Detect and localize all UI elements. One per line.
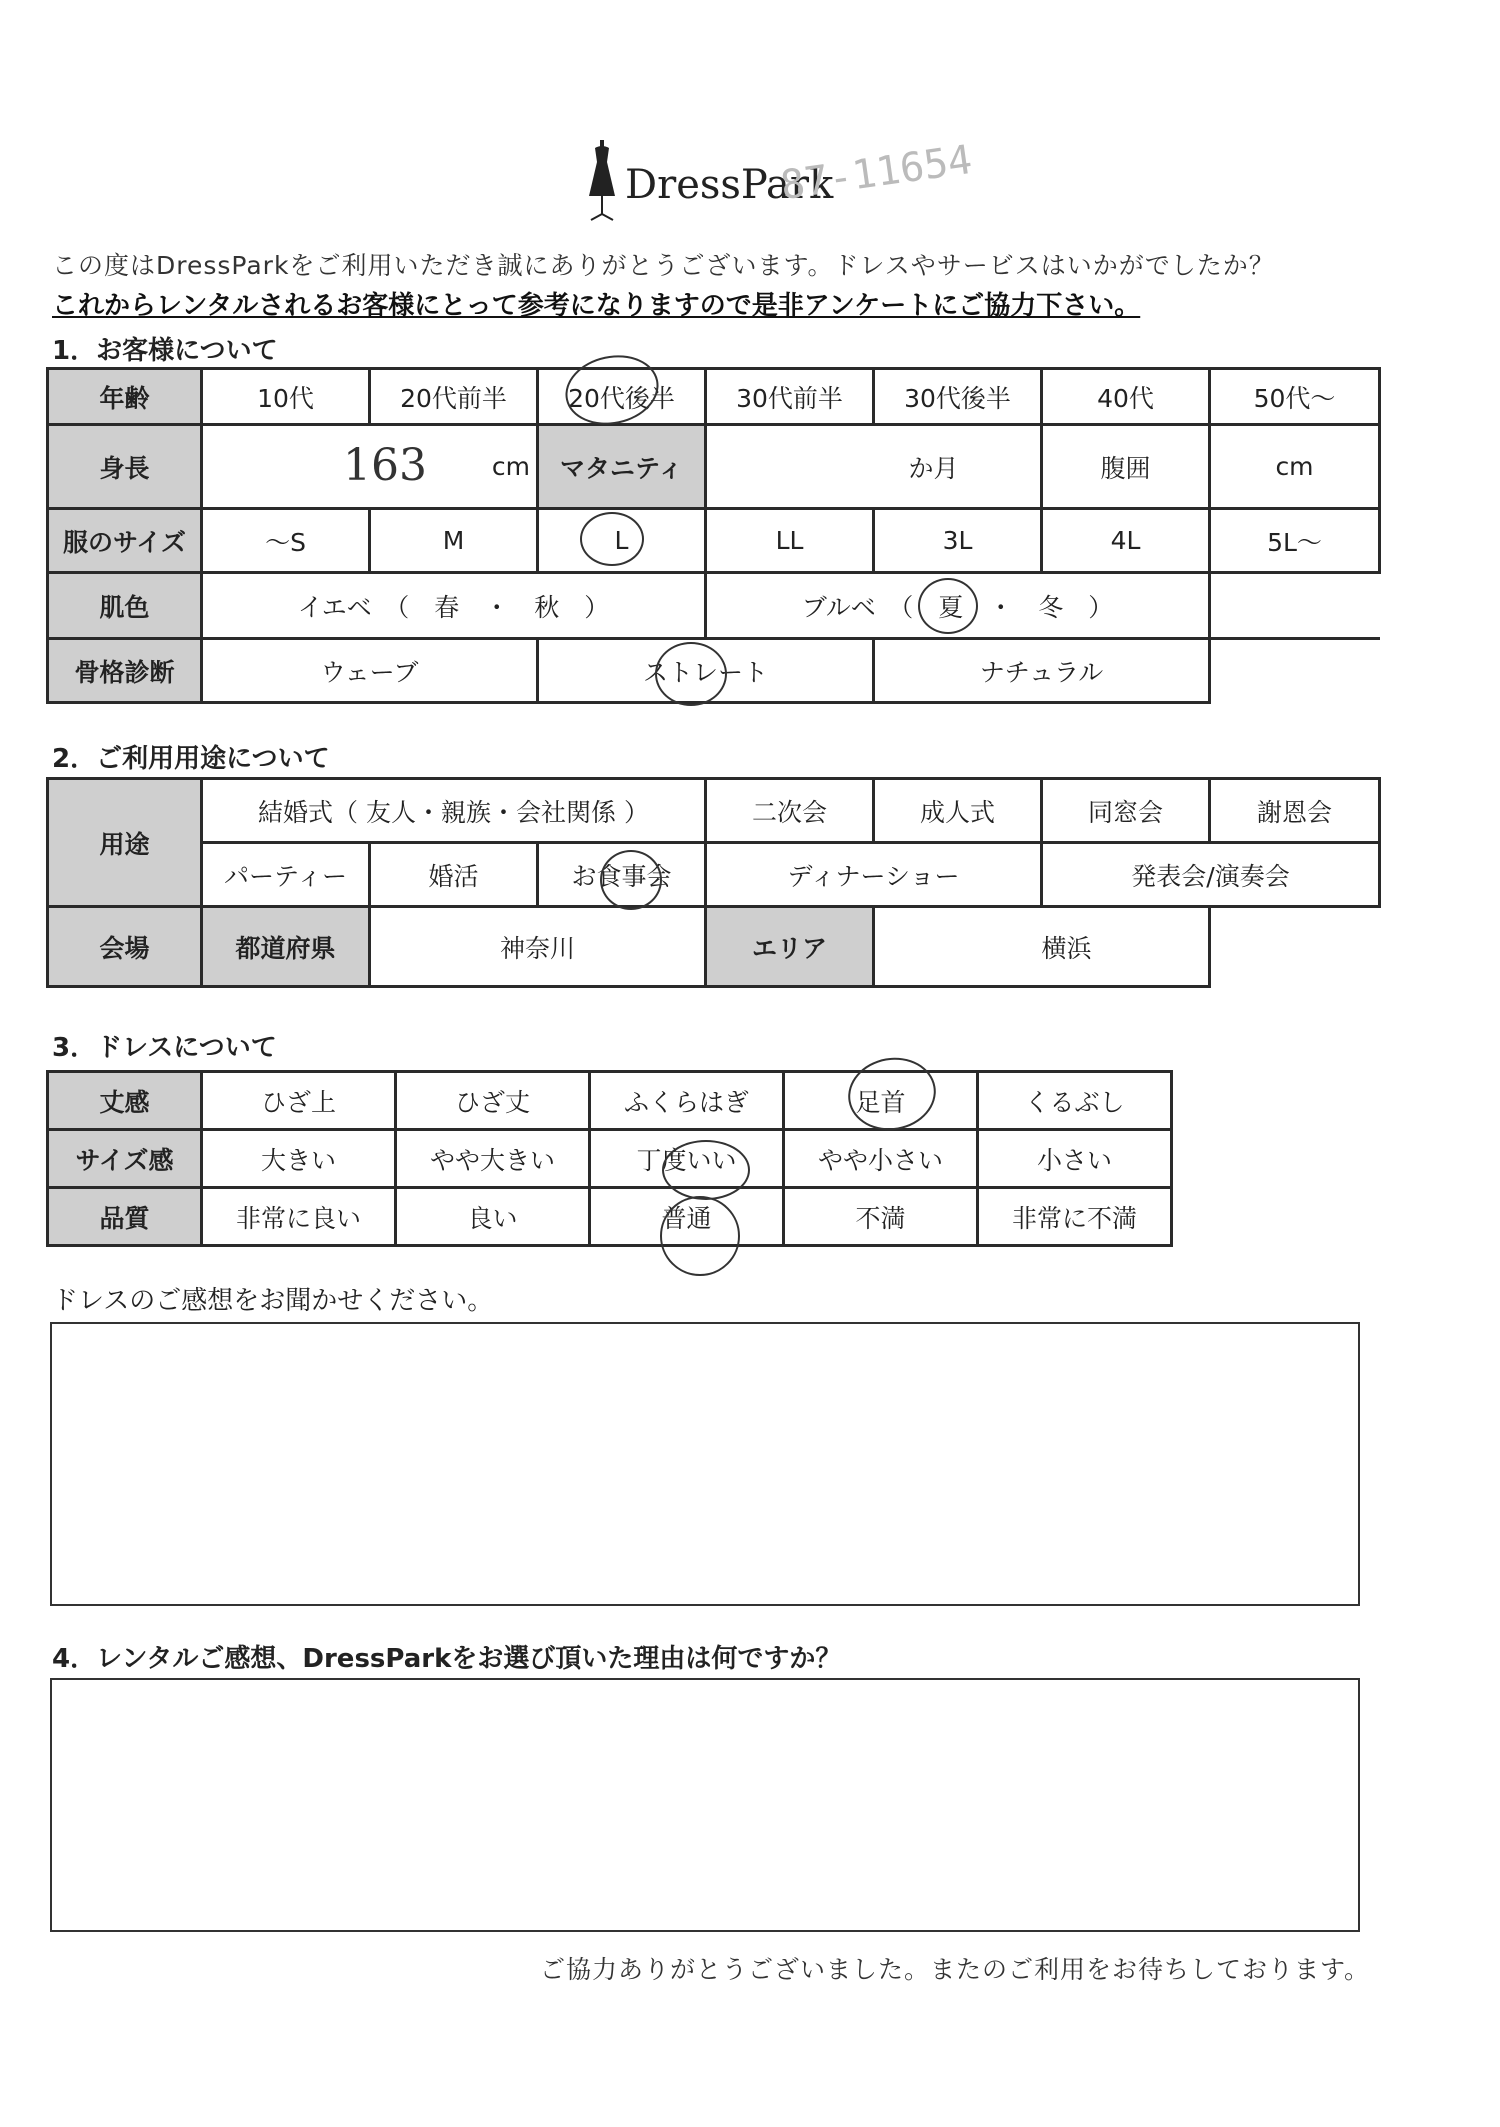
quality-header: 品質	[48, 1188, 202, 1246]
selection-mark	[662, 1140, 750, 1200]
purpose-option[interactable]: ディナーショー	[706, 843, 1042, 907]
length-option[interactable]: ふくらはぎ	[590, 1072, 784, 1130]
usage-table	[46, 777, 1381, 988]
size-option[interactable]: 3L	[874, 509, 1042, 573]
size-option[interactable]: LL	[706, 509, 874, 573]
length-option[interactable]: ひざ上	[202, 1072, 396, 1130]
selection-mark	[918, 578, 978, 634]
size-option[interactable]: M	[370, 509, 538, 573]
intro-line-2: これからレンタルされるお客様にとって参考になりますので是非アンケートにご協力下さい。	[52, 291, 1141, 321]
quality-option[interactable]: 非常に良い	[202, 1188, 396, 1246]
age-option[interactable]: 30代前半	[706, 369, 874, 425]
frame-header: 骨格診断	[48, 639, 202, 703]
height-cell[interactable]	[202, 425, 538, 509]
fit-option[interactable]: 小さい	[978, 1130, 1172, 1188]
handwritten-stamp: 87-11654	[777, 136, 975, 210]
age-option[interactable]: 50代～	[1210, 369, 1380, 425]
waist-unit[interactable]: cm	[1210, 425, 1380, 509]
purpose-option[interactable]: 謝恩会	[1210, 779, 1380, 843]
size-header: 服のサイズ	[48, 509, 202, 573]
purpose-option[interactable]: 同窓会	[1042, 779, 1210, 843]
skin-blue-option[interactable]: ブルベ （ 夏 ・ 冬 ）	[706, 573, 1210, 639]
purpose-option[interactable]: 二次会	[706, 779, 874, 843]
area-label: エリア	[706, 907, 874, 987]
intro-line-1: この度はDressParkをご利用いただき誠にありがとうございます。ドレスやサービスはいかがでしたか？	[52, 251, 1275, 280]
venue-header: 会場	[48, 907, 202, 987]
empty-cell	[1210, 639, 1380, 703]
quality-option[interactable]: 良い	[396, 1188, 590, 1246]
purpose-option[interactable]: 結婚式（ 友人・親族・会社関係 ）	[202, 779, 706, 843]
quality-option[interactable]: 非常に不満	[978, 1188, 1172, 1246]
skin-yellow-option[interactable]: イエベ （ 春 ・ 秋 ）	[202, 573, 706, 639]
purpose-option-selected[interactable]: お食事会	[538, 843, 706, 907]
fit-option[interactable]: やや小さい	[784, 1130, 978, 1188]
waist-label: 腹囲	[1042, 425, 1210, 509]
section3-title: 3．ドレスについて	[52, 1033, 277, 1063]
prefecture-label: 都道府県	[202, 907, 370, 987]
fit-option[interactable]: やや大きい	[396, 1130, 590, 1188]
selection-mark	[600, 850, 662, 910]
footer-text: ご協力ありがとうございました。またのご利用をお待ちしております。	[540, 1955, 1371, 1984]
maternity-months[interactable]: か月	[706, 425, 1042, 509]
quality-option-selected[interactable]: 普通	[590, 1188, 784, 1246]
impression-label: ドレスのご感想をお聞かせください。	[52, 1286, 494, 1316]
length-header: 丈感	[48, 1072, 202, 1130]
impression-textarea[interactable]	[50, 1322, 1360, 1606]
dress-table	[46, 1070, 1173, 1247]
selection-mark	[660, 1196, 740, 1276]
empty-cell	[1210, 907, 1380, 987]
length-option[interactable]: ひざ丈	[396, 1072, 590, 1130]
age-option[interactable]: 30代後半	[874, 369, 1042, 425]
frame-option-selected[interactable]: ストレート	[538, 639, 874, 703]
frame-option[interactable]: ウェーブ	[202, 639, 538, 703]
purpose-option[interactable]: 成人式	[874, 779, 1042, 843]
logo-text: DressPark	[625, 162, 834, 208]
purpose-option[interactable]: 発表会/演奏会	[1042, 843, 1380, 907]
area-value[interactable]: 横浜	[874, 907, 1210, 987]
reason-textarea[interactable]	[50, 1678, 1360, 1932]
size-option-selected[interactable]: L	[538, 509, 706, 573]
height-value: 163	[343, 440, 427, 491]
height-unit: cm	[491, 452, 530, 481]
fit-option[interactable]: 大きい	[202, 1130, 396, 1188]
fit-option-selected[interactable]: 丁度いい	[590, 1130, 784, 1188]
selection-mark	[655, 642, 727, 706]
skin-header: 肌色	[48, 573, 202, 639]
section2-title: 2．ご利用用途について	[52, 744, 330, 774]
section1-title: 1．お客様について	[52, 336, 278, 366]
dress-form-icon	[585, 140, 619, 226]
size-option[interactable]: ～S	[202, 509, 370, 573]
quality-option[interactable]: 不満	[784, 1188, 978, 1246]
empty-cell	[1210, 573, 1380, 639]
purpose-option[interactable]: パーティー	[202, 843, 370, 907]
age-header: 年齢	[48, 369, 202, 425]
selection-mark	[580, 512, 644, 566]
age-option[interactable]: 20代前半	[370, 369, 538, 425]
age-option[interactable]: 40代	[1042, 369, 1210, 425]
height-header: 身長	[48, 425, 202, 509]
age-option[interactable]: 10代	[202, 369, 370, 425]
purpose-header: 用途	[48, 779, 202, 907]
size-option[interactable]: 4L	[1042, 509, 1210, 573]
prefecture-value[interactable]: 神奈川	[370, 907, 706, 987]
maternity-header: マタニティ	[538, 425, 706, 509]
size-option[interactable]: 5L～	[1210, 509, 1380, 573]
section4-title: 4．レンタルご感想、DressParkをお選び頂いた理由は何ですか？	[52, 1644, 842, 1674]
fit-header: サイズ感	[48, 1130, 202, 1188]
age-option-selected[interactable]: 20代後半	[538, 369, 706, 425]
purpose-option[interactable]: 婚活	[370, 843, 538, 907]
length-option[interactable]: くるぶし	[978, 1072, 1172, 1130]
length-option-selected[interactable]: 足首	[784, 1072, 978, 1130]
frame-option[interactable]: ナチュラル	[874, 639, 1210, 703]
